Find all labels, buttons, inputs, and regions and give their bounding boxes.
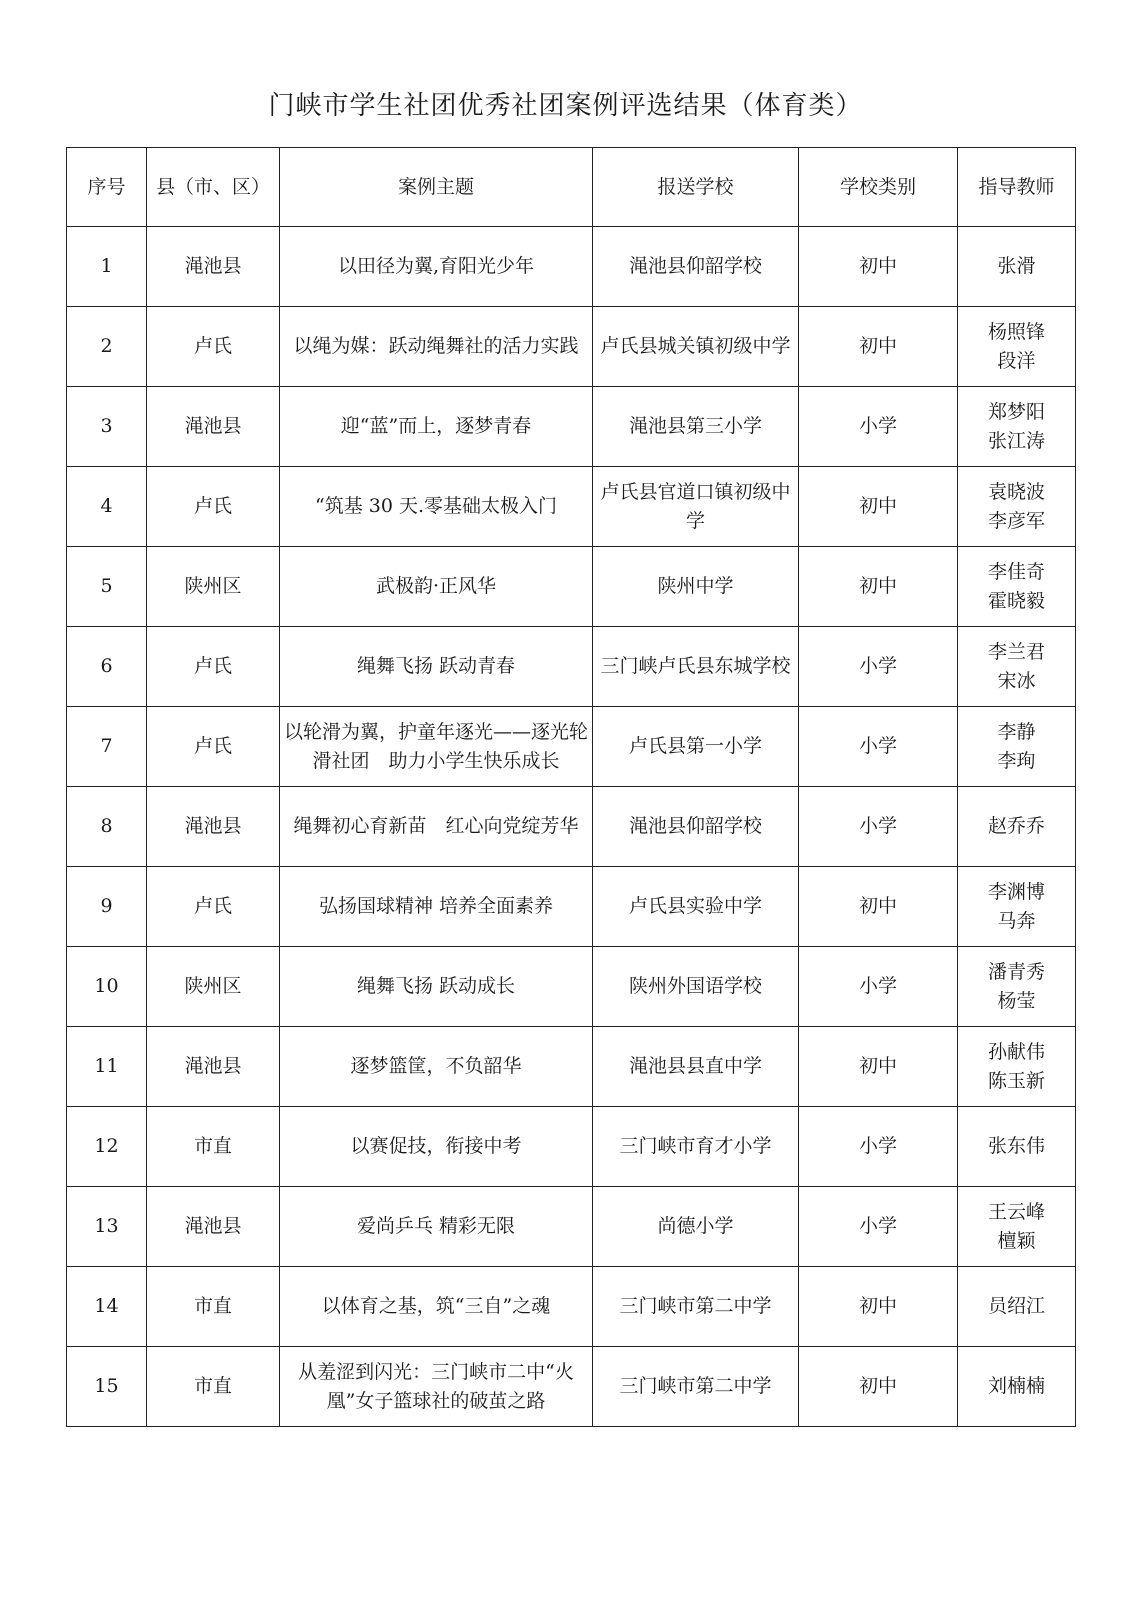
table-row (67, 1027, 1076, 1107)
school-cell: 卢氏县第一小学 (593, 707, 799, 787)
school-type-cell: 小学 (799, 387, 958, 467)
row-number-cell: 12 (67, 1107, 147, 1187)
teacher-cell: 员绍江 (958, 1267, 1076, 1347)
school-cell: 渑池县仰韶学校 (593, 227, 799, 307)
county-cell: 陕州区 (147, 547, 280, 627)
teacher-cell: 刘楠楠 (958, 1347, 1076, 1427)
teacher-cell: 潘青秀 杨莹 (958, 947, 1076, 1027)
table-row (67, 307, 1076, 387)
county-cell: 卢氏 (147, 467, 280, 547)
school-type-cell: 初中 (799, 307, 958, 387)
school-type-cell: 小学 (799, 707, 958, 787)
theme-cell: 从羞涩到闪光：三门峡市二中“火凰”女子篮球社的破茧之路 (280, 1347, 593, 1427)
theme-cell: 以轮滑为翼，护童年逐光——逐光轮滑社团 助力小学生快乐成长 (280, 707, 593, 787)
school-cell: 渑池县仰韶学校 (593, 787, 799, 867)
row-number-cell: 9 (67, 867, 147, 947)
table-row (67, 1107, 1076, 1187)
county-cell: 卢氏 (147, 867, 280, 947)
school-cell: 陕州中学 (593, 547, 799, 627)
teacher-cell: 郑梦阳 张江涛 (958, 387, 1076, 467)
teacher-cell: 张东伟 (958, 1107, 1076, 1187)
table-row (67, 547, 1076, 627)
results-table (66, 147, 1076, 1427)
row-number-cell: 8 (67, 787, 147, 867)
school-cell: 三门峡市第二中学 (593, 1267, 799, 1347)
school-cell: 陕州外国语学校 (593, 947, 799, 1027)
teacher-cell: 李佳奇 霍晓毅 (958, 547, 1076, 627)
theme-cell: 逐梦篮筐，不负韶华 (280, 1027, 593, 1107)
school-type-cell: 初中 (799, 1267, 958, 1347)
table-row (67, 227, 1076, 307)
county-cell: 卢氏 (147, 307, 280, 387)
theme-cell: 以绳为媒：跃动绳舞社的活力实践 (280, 307, 593, 387)
school-cell: 三门峡市第二中学 (593, 1347, 799, 1427)
header-teacher: 指导教师 (958, 148, 1076, 227)
county-cell: 渑池县 (147, 387, 280, 467)
county-cell: 渑池县 (147, 1187, 280, 1267)
school-type-cell: 初中 (799, 867, 958, 947)
row-number-cell: 3 (67, 387, 147, 467)
school-cell: 渑池县县直中学 (593, 1027, 799, 1107)
school-cell: 卢氏县实验中学 (593, 867, 799, 947)
row-number-cell: 7 (67, 707, 147, 787)
school-type-cell: 初中 (799, 547, 958, 627)
row-number-cell: 2 (67, 307, 147, 387)
school-type-cell: 初中 (799, 227, 958, 307)
row-number-cell: 14 (67, 1267, 147, 1347)
teacher-cell: 杨照锋 段洋 (958, 307, 1076, 387)
county-cell: 卢氏 (147, 627, 280, 707)
table-row (67, 1267, 1076, 1347)
table-body (67, 227, 1076, 1427)
county-cell: 市直 (147, 1267, 280, 1347)
row-number-cell: 13 (67, 1187, 147, 1267)
teacher-cell: 张滑 (958, 227, 1076, 307)
school-cell: 卢氏县官道口镇初级中学 (593, 467, 799, 547)
county-cell: 市直 (147, 1107, 280, 1187)
school-type-cell: 小学 (799, 787, 958, 867)
theme-cell: 武极韵·正风华 (280, 547, 593, 627)
row-number-cell: 15 (67, 1347, 147, 1427)
header-theme: 案例主题 (280, 148, 593, 227)
teacher-cell: 李静 李珣 (958, 707, 1076, 787)
table-header-row (67, 148, 1076, 227)
county-cell: 渑池县 (147, 787, 280, 867)
table-row (67, 467, 1076, 547)
theme-cell: 爱尚乒乓 精彩无限 (280, 1187, 593, 1267)
header-school: 报送学校 (593, 148, 799, 227)
teacher-cell: 赵乔乔 (958, 787, 1076, 867)
school-type-cell: 小学 (799, 1107, 958, 1187)
table-row (67, 787, 1076, 867)
theme-cell: 弘扬国球精神 培养全面素养 (280, 867, 593, 947)
theme-cell: 以体育之基，筑“三自”之魂 (280, 1267, 593, 1347)
row-number-cell: 1 (67, 227, 147, 307)
table-row (67, 1347, 1076, 1427)
school-cell: 卢氏县城关镇初级中学 (593, 307, 799, 387)
row-number-cell: 4 (67, 467, 147, 547)
theme-cell: 绳舞飞扬 跃动成长 (280, 947, 593, 1027)
page-title: 门峡市学生社团优秀社团案例评选结果（体育类） (268, 91, 863, 121)
school-cell: 三门峡市育才小学 (593, 1107, 799, 1187)
table-row (67, 627, 1076, 707)
theme-cell: 迎“蓝”而上，逐梦青春 (280, 387, 593, 467)
table-row (67, 867, 1076, 947)
teacher-cell: 袁晓波 李彦军 (958, 467, 1076, 547)
header-school-type: 学校类别 (799, 148, 958, 227)
header-no: 序号 (67, 148, 147, 227)
theme-cell: “筑基 30 天.零基础太极入门 (280, 467, 593, 547)
teacher-cell: 李渊博 马奔 (958, 867, 1076, 947)
county-cell: 市直 (147, 1347, 280, 1427)
teacher-cell: 孙献伟 陈玉新 (958, 1027, 1076, 1107)
header-county: 县（市、区） (147, 148, 280, 227)
county-cell: 陕州区 (147, 947, 280, 1027)
teacher-cell: 王云峰 檀颖 (958, 1187, 1076, 1267)
school-type-cell: 小学 (799, 627, 958, 707)
table-row (67, 947, 1076, 1027)
row-number-cell: 10 (67, 947, 147, 1027)
county-cell: 渑池县 (147, 227, 280, 307)
table-row (67, 707, 1076, 787)
theme-cell: 以赛促技，衔接中考 (280, 1107, 593, 1187)
theme-cell: 绳舞初心育新苗 红心向党绽芳华 (280, 787, 593, 867)
school-type-cell: 小学 (799, 1187, 958, 1267)
teacher-cell: 李兰君 宋冰 (958, 627, 1076, 707)
county-cell: 卢氏 (147, 707, 280, 787)
school-type-cell: 初中 (799, 467, 958, 547)
school-type-cell: 初中 (799, 1347, 958, 1427)
row-number-cell: 6 (67, 627, 147, 707)
table-row (67, 387, 1076, 467)
table-row (67, 1187, 1076, 1267)
theme-cell: 绳舞飞扬 跃动青春 (280, 627, 593, 707)
school-cell: 渑池县第三小学 (593, 387, 799, 467)
school-cell: 三门峡卢氏县东城学校 (593, 627, 799, 707)
row-number-cell: 5 (67, 547, 147, 627)
row-number-cell: 11 (67, 1027, 147, 1107)
school-type-cell: 小学 (799, 947, 958, 1027)
school-type-cell: 初中 (799, 1027, 958, 1107)
county-cell: 渑池县 (147, 1027, 280, 1107)
theme-cell: 以田径为翼,育阳光少年 (280, 227, 593, 307)
school-cell: 尚德小学 (593, 1187, 799, 1267)
